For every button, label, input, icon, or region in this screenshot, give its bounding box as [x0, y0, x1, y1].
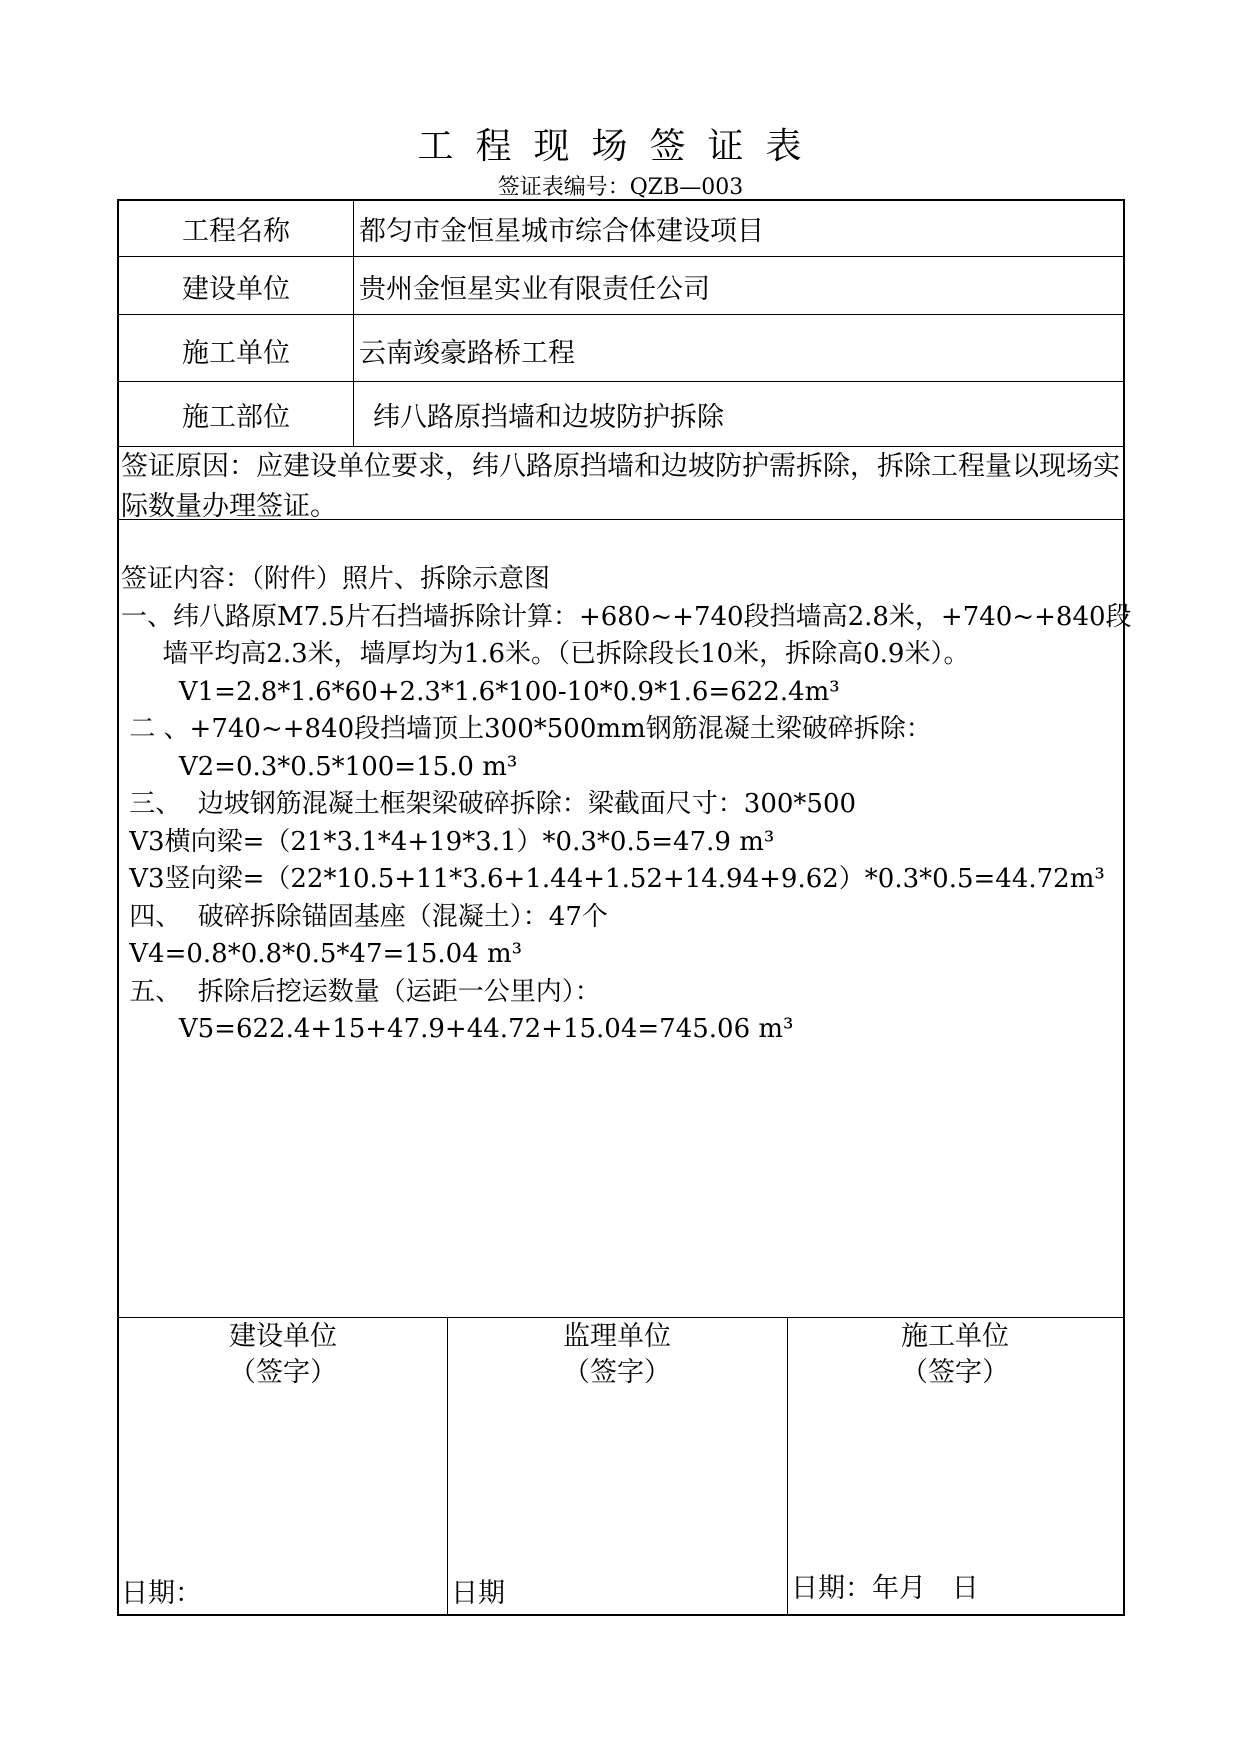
content-line: V4=0.8*0.8*0.5*47=15.04 m³ — [121, 939, 523, 969]
content-line: 签证内容：（附件）照片、拆除示意图 — [121, 564, 551, 594]
content-line: V2=0.3*0.5*100=15.0 m³ — [121, 751, 518, 782]
form-title: 工程现场签证表 — [417, 126, 824, 167]
project-name-label: 工程名称 — [182, 216, 290, 247]
content-line: 一、纬八路原M7.5片石挡墙拆除计算：+680~+740段挡墙高2.8米，+740~+840段 — [121, 601, 1132, 632]
contractor-value: 云南竣豪路桥工程 — [359, 338, 575, 369]
owner-signature-block — [119, 1319, 447, 1391]
work-location-value: 纬八路原挡墙和边坡防护拆除 — [373, 402, 724, 433]
row-divider — [119, 256, 1123, 257]
project-name-value: 都匀市金恒星城市综合体建设项目 — [359, 216, 764, 247]
owner-date: 日期： — [121, 1578, 202, 1609]
contractor-signature-sign: （签字） — [901, 1357, 1009, 1388]
content-line: 五、 拆除后挖运数量（运距一公里内）： — [121, 976, 601, 1007]
visa-form-table — [117, 199, 1132, 1616]
visa-reason: 签证原因：应建设单位要求，纬八路原挡墙和边坡防护需拆除，拆除工程量以现场实际数量办理签证。 — [121, 451, 1120, 522]
contractor-signature-unit: 施工单位 — [901, 1321, 1009, 1352]
supervisor-signature-unit: 监理单位 — [563, 1321, 671, 1352]
owner-unit-label: 建设单位 — [182, 274, 290, 305]
owner-unit-value: 贵州金恒星实业有限责任公司 — [359, 274, 710, 305]
contractor-signature-block — [787, 1319, 1123, 1391]
visa-content — [121, 561, 1132, 1049]
supervisor-signature-sign: （签字） — [563, 1357, 671, 1388]
owner-signature-sign: （签字） — [229, 1357, 337, 1388]
contractor-date: 日期：年月 日 — [791, 1573, 979, 1604]
form-number: 签证表编号：QZB—003 — [497, 175, 744, 200]
content-line: V3竖向梁=（22*10.5+11*3.6+1.44+1.52+14.94+9.62）*0.3*0.5=44.72m³ — [121, 864, 1105, 894]
content-line: 三、 边坡钢筋混凝土框架梁破碎拆除：梁截面尺寸：300*500 — [121, 789, 857, 819]
supervisor-signature-block — [447, 1319, 787, 1391]
content-line: 墙平均高2.3米，墙厚均为1.6米。（已拆除段长10米，拆除高0.9米）。 — [121, 639, 970, 669]
owner-signature-unit: 建设单位 — [229, 1321, 337, 1352]
supervisor-date: 日期 — [451, 1578, 505, 1609]
content-line: 四、 破碎拆除锚固基座（混凝土）：47个 — [121, 901, 608, 932]
row-divider — [119, 314, 1123, 315]
contractor-label: 施工单位 — [182, 338, 290, 369]
row-divider — [119, 381, 1123, 382]
content-line: 二 、+740~+840段挡墙顶上300*500mm钢筋混凝土梁破碎拆除： — [121, 714, 932, 744]
content-line: V3横向梁=（21*3.1*4+19*3.1）*0.3*0.5=47.9 m³ — [121, 826, 775, 857]
content-line: V1=2.8*1.6*60+2.3*1.6*100-10*0.9*1.6=622.4m³ — [121, 676, 840, 707]
content-line: V5=622.4+15+47.9+44.72+15.04=745.06 m³ — [121, 1014, 794, 1044]
column-divider — [353, 201, 354, 446]
row-divider — [119, 1317, 1123, 1318]
work-location-label: 施工部位 — [182, 402, 290, 433]
